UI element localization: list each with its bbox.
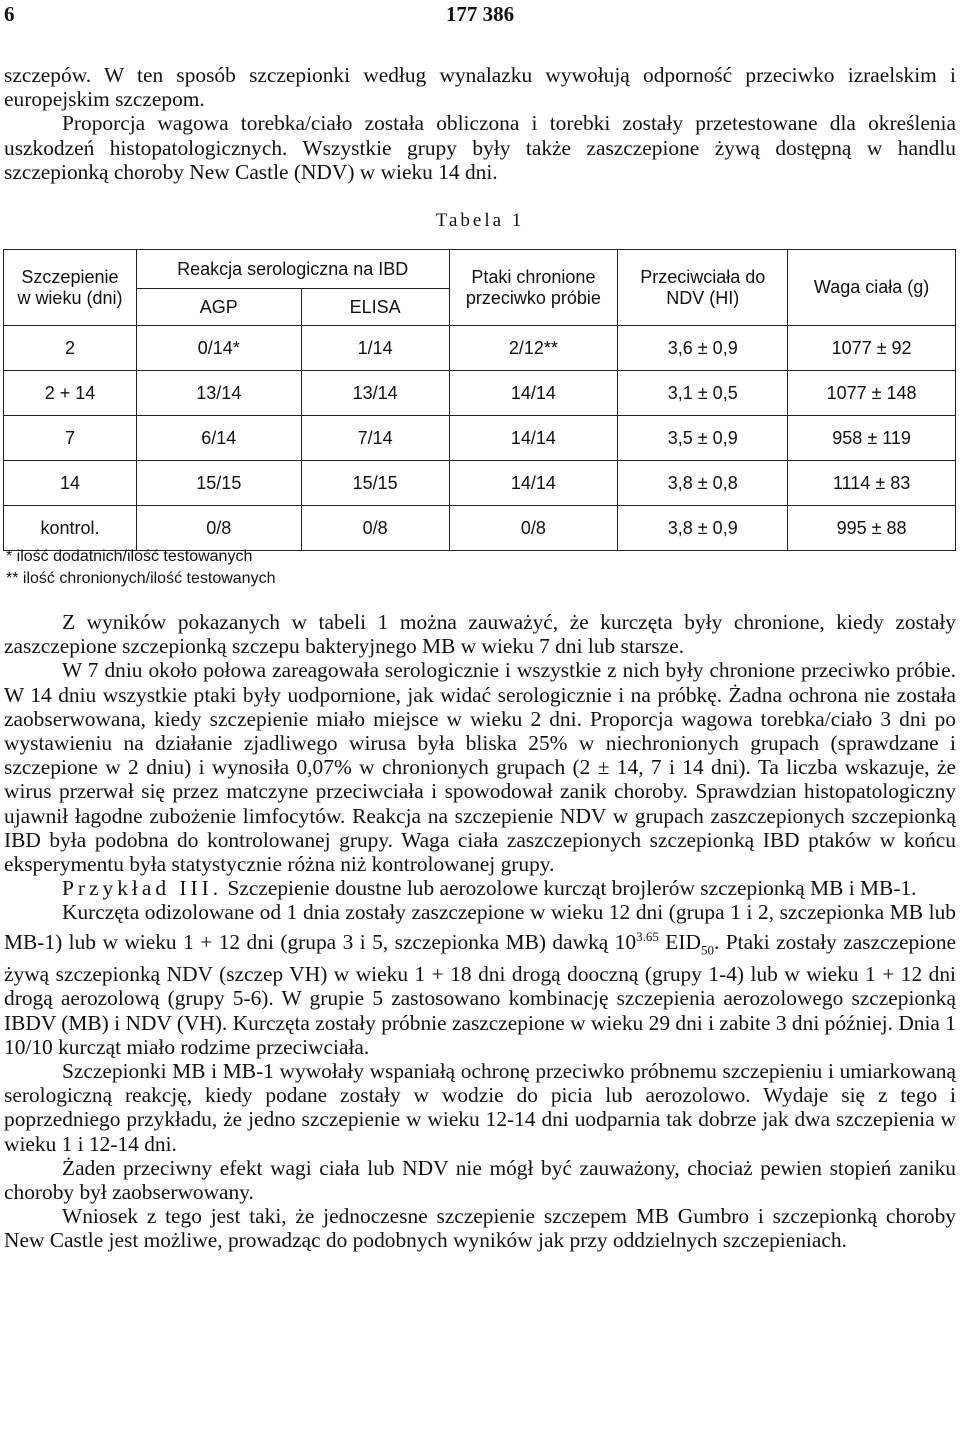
table-header-row <box>4 250 956 289</box>
table-cell: 2 + 14 <box>4 371 137 416</box>
table-cell: 6/14 <box>136 416 301 461</box>
table-cell: 3,6 ± 0,9 <box>618 326 788 371</box>
footnote: * ilość dodatnich/ilość testowanych <box>6 548 253 565</box>
example-title: Szczepienie doustne lub aerozolowe kurcząt brojlerów szczepionką MB i MB-1. <box>227 876 917 901</box>
dose-subscript: 50 <box>700 942 714 958</box>
table-cell: kontrol. <box>4 506 137 551</box>
table-cell: 2 <box>4 326 137 371</box>
table-cell: 1/14 <box>301 326 449 371</box>
body-paragraph: Wniosek z tego jest taki, że jednoczesne szczepienie szczepem MB Gumbro i szczepionką choroby New Castle jest możliwe, prowadząc do podobnych wyników jak przy oddzielnych szczepieniach. <box>4 1204 956 1253</box>
intro-text <box>4 63 956 184</box>
header-body-weight: Waga ciała (g) <box>788 250 956 326</box>
table-cell: 0/14* <box>136 326 301 371</box>
table-cell: 1077 ± 92 <box>788 326 956 371</box>
footnote: ** ilość chronionych/ilość testowanych <box>6 570 276 587</box>
header-vaccination-age <box>4 250 137 326</box>
dose-text-a: Kurczęta odizolowane od 1 dnia zostały zaszczepione w wieku 12 dni (grupa 1 i 2, szczepionka MB lub MB-1) lub w wieku 1 + 12 dni (grupa 3 i 5, szczepionka MB) dawką 10 <box>4 900 956 954</box>
table-cell: 3,8 ± 0,9 <box>618 506 788 551</box>
table-footnotes <box>6 546 275 590</box>
table-cell: 2/12** <box>449 326 618 371</box>
table-cell: 3,1 ± 0,5 <box>618 371 788 416</box>
header-protected-birds-line1: Ptaki chronione <box>471 266 596 287</box>
table-row <box>4 371 956 416</box>
header-elisa: ELISA <box>301 289 449 326</box>
table-cell: 3,5 ± 0,9 <box>618 416 788 461</box>
header-vaccination-age-line2: w wieku (dni) <box>17 287 123 308</box>
table-cell: 14/14 <box>449 461 618 506</box>
example-heading-paragraph <box>4 876 956 900</box>
table-caption: Tabela 1 <box>435 210 525 231</box>
header-ndv-antibodies <box>618 250 788 326</box>
body-paragraph: Żaden przeciwny efekt wagi ciała lub NDV nie mógł być zauważony, chociaż pewien stopień zaniku choroby był zaobserwowany. <box>4 1155 956 1205</box>
body-paragraph: Z wyników pokazanych w tabeli 1 można zauważyć, że kurczęta były chronione, kiedy zostały zaszczepione szczepionką szczepu bakteryjnego MB w wieku 7 dni lub starsze. <box>4 610 956 659</box>
header-serology-group: Reakcja serologiczna na IBD <box>136 250 449 289</box>
header-protected-birds <box>449 250 618 326</box>
table-cell: 3,8 ± 0,8 <box>618 461 788 506</box>
table-cell: 15/15 <box>136 461 301 506</box>
header-protected-birds-line2: przeciwko próbie <box>465 287 601 308</box>
body-paragraph <box>4 900 956 1059</box>
table-cell: 7 <box>4 416 137 461</box>
body-paragraph: Szczepionki MB i MB-1 wywołały wspaniałą ochronę przeciwko próbnemu szczepieniu i umiarkowaną serologiczną reakcję, kiedy podane zostały w wodzie do picia lub aerozolowo. Wydaje się z tego i poprzedniego przykładu, że jedno szczepienie w wieku 12-14 dni uodparnia tak dobrze jak dwa szczepienia w wieku 1 i 12-14 dni. <box>4 1059 956 1156</box>
dose-exponent: 3.65 <box>636 928 659 944</box>
page-number: 6 <box>4 2 15 26</box>
results-table <box>3 249 956 551</box>
table-cell: 1114 ± 83 <box>788 461 956 506</box>
header-vaccination-age-line1: Szczepienie <box>21 266 119 287</box>
table-cell: 958 ± 119 <box>788 416 956 461</box>
table-cell: 13/14 <box>301 371 449 416</box>
table-cell: 995 ± 88 <box>788 506 956 551</box>
table-cell: 1077 ± 148 <box>788 371 956 416</box>
header-ndv-antibodies-line2: NDV (HI) <box>666 287 740 308</box>
body-paragraph: W 7 dniu około połowa zareagowała serologicznie i wszystkie z nich były chronione przeciwko próbie. W 14 dniu wszystkie ptaki były uodpornione, jak widać serologicznie i na próbkę. Żadna ochrona nie została zaobserwowana, kiedy szczepienie miało miejsce w wieku 2 dni. Proporcja wagowa torebka/ciało 3 dni po wystawieniu na działanie zjadliwego wirusa była bliska 25% w niechronionych grupach (sprawdzane i szczepione w 2 dniu) i wynosiła 0,07% w chronionych grupach (2 ± 14, 7 i 14 dni). Ta liczba wskazuje, że wirus przerwał się przez matczyne przeciwciała i spowodował zanik choroby. Sprawdzian histopatologiczny ujawnił łagodne zubożenie limfocytów. Reakcja na szczepienie NDV w grupach zaszczepionych szczepionką IBD była podobna do kontrolowanej grupy. Waga ciała zaszczepionych szczepionką IBD ptaków w końcu eksperymentu była statystycznie różna niż kontrolowanej grupy. <box>4 658 956 877</box>
example-label: Przykład III. <box>62 876 223 901</box>
table-cell: 7/14 <box>301 416 449 461</box>
table-cell: 14/14 <box>449 416 618 461</box>
patent-number: 177 386 <box>445 2 515 26</box>
table-cell: 15/15 <box>301 461 449 506</box>
table-row <box>4 326 956 371</box>
table-cell: 0/8 <box>136 506 301 551</box>
header-agp: AGP <box>136 289 301 326</box>
intro-paragraph-1: szczepów. W ten sposób szczepionki według wynalazku wywołują odporność przeciwko izraelskim i europejskim szczepom. <box>4 63 956 112</box>
table-cell: 13/14 <box>136 371 301 416</box>
table-row <box>4 416 956 461</box>
table-cell: 0/8 <box>301 506 449 551</box>
header-ndv-antibodies-line1: Przeciwciała do <box>640 266 766 287</box>
table-row <box>4 506 956 551</box>
body-text <box>4 610 956 1253</box>
table-row <box>4 461 956 506</box>
table-cell: 14 <box>4 461 137 506</box>
table-cell: 14/14 <box>449 371 618 416</box>
dose-text-c: . Ptaki zostały zaszczepione żywą szczepionką NDV (szczep VH) w wieku 1 + 18 dni drogą dooczną (grupy 1-4) lub w wieku 1 + 12 dni drogą aerozolową (grupy 5-6). W grupie 5 zastosowano kombinację szczepienia aerozolowego szczepionką IBDV (MB) i NDV (VH). Kurczęta zostały próbnie zaszczepione w wieku 29 dni i zabite 3 dni później. Dnia 1 10/10 kurcząt miało rodzime przeciwciała. <box>4 929 957 1059</box>
table-cell: 0/8 <box>449 506 618 551</box>
intro-paragraph-2: Proporcja wagowa torebka/ciało została obliczona i torebki zostały przetestowane dla określenia uszkodzeń histopatologicznych. Wszystkie grupy były także zaszczepione żywą dostępną w handlu szczepionką choroby New Castle (NDV) w wieku 14 dni. <box>4 111 956 184</box>
dose-text-b: EID <box>658 929 701 954</box>
